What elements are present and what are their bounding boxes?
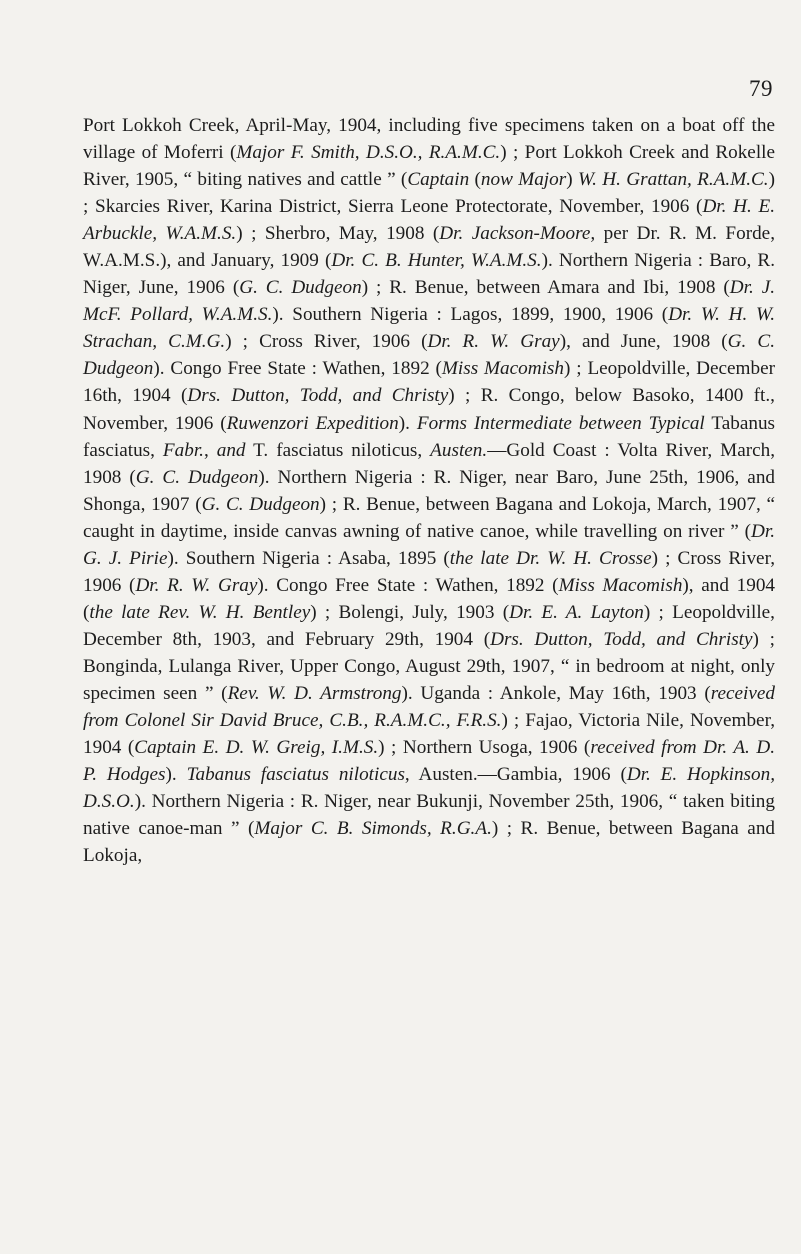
text-run: ) ; Port Lokkoh Creek and Rokelle River, 1905, “ biting natives and cattle ” ( — [83, 142, 776, 191]
italic-text-run: Captain E. D. W. Greig, I.M.S. — [134, 737, 379, 759]
body-text — [83, 112, 775, 869]
italic-text-run: Forms Intermediate between Typical — [416, 412, 705, 434]
italic-text-run: G. C. Dudgeon — [239, 277, 362, 299]
text-run: ) ; Skarcies River, Karina District, Sierra Leone Protectorate, November, 1906 ( — [83, 169, 775, 218]
italic-text-run: Major F. Smith, D.S.O., R.A.M.C. — [236, 142, 501, 164]
text-run: ) ; R. Congo, below Basoko, 1400 ft., November, 1906 ( — [83, 385, 775, 434]
italic-text-run: the late Dr. W. H. Crosse — [449, 547, 652, 569]
text-run: ). Southern Nigeria : Asaba, 1895 ( — [167, 547, 450, 569]
text-run: ). Northern Nigeria : Baro, R. Niger, June, 1906 ( — [83, 250, 776, 299]
text-run: —Gold Coast : Volta River, March, 1908 ( — [83, 439, 776, 488]
italic-text-run: G. C. Dudgeon — [83, 331, 776, 380]
italic-text-run: now Major — [480, 169, 567, 191]
italic-text-run: received from Dr. A. D. P. Hodges — [83, 737, 776, 786]
text-run: ) ; R. Benue, between Bagana and Lokoja, March, 1907, “ caught in daytime, inside canvas awning of native canoe, while travelling on river ” ( — [83, 493, 775, 542]
italic-text-run: Rev. W. D. Armstrong — [227, 682, 402, 704]
text-run: ) ; R. Benue, between Amara and Ibi, 1908 ( — [361, 277, 730, 299]
italic-text-run: W. H. Grattan, R.A.M.C. — [577, 169, 769, 191]
italic-text-run: and — [216, 439, 246, 461]
text-run: ). Southern Nigeria : Lagos, 1899, 1900, 1906 ( — [272, 304, 669, 326]
italic-text-run: Drs. Dutton, Todd, and Christy — [490, 628, 753, 650]
italic-text-run: the late Rev. W. H. Bentley — [89, 601, 311, 623]
text-run: per Dr. R. M. Forde, W.A.M.S.), and January, 1909 ( — [83, 223, 775, 272]
text-run: , Austen.—Gambia, 1906 ( — [404, 764, 627, 786]
italic-text-run: Austen. — [430, 439, 488, 461]
italic-text-run: G. C. Dudgeon — [201, 493, 320, 515]
italic-text-run: Fabr. — [162, 439, 204, 461]
text-run: ), and 1904 ( — [83, 574, 776, 623]
text-run: , — [203, 439, 217, 461]
italic-text-run: Tabanus fasciatus niloticus — [186, 764, 405, 786]
text-run: ) ; Sherbro, May, 1908 ( — [236, 223, 440, 245]
text-run: ( — [469, 169, 481, 191]
text-run: ) ; Cross River, 1906 ( — [83, 547, 775, 596]
italic-text-run: Dr. W. H. W. Strachan, C.M.G. — [83, 304, 775, 353]
text-run: ) ; Leopoldville, December 8th, 1903, and February 29th, 1904 ( — [83, 601, 775, 650]
text-run: ) ; Bolengi, July, 1903 ( — [310, 601, 510, 623]
italic-text-run: Dr. E. A. Layton — [509, 601, 644, 623]
italic-text-run: Dr. G. J. Pirie — [83, 520, 775, 569]
text-run: ) ; Leopoldville, December 16th, 1904 ( — [83, 358, 775, 407]
italic-text-run: received from Colonel Sir David Bruce, C.B., R.A.M.C., F.R.S. — [83, 682, 775, 732]
italic-text-run: Dr. R. W. Gray — [135, 574, 258, 596]
text-run: ). Uganda : Ankole, May 16th, 1903 ( — [401, 682, 711, 704]
text-run: ) ; Fajao, Victoria Nile, November, 1904 ( — [83, 710, 775, 759]
text-run: ). Northern Nigeria : R. Niger, near Bukunji, November 25th, 1906, “ taken biting native canoe-man ” ( — [83, 791, 775, 840]
italic-text-run: Captain — [407, 169, 470, 191]
italic-text-run: G. C. Dudgeon — [135, 466, 259, 488]
italic-text-run: Dr. C. B. Hunter, W.A.M.S. — [331, 250, 542, 272]
text-run: ). Congo Free State : Wathen, 1892 ( — [153, 358, 442, 380]
italic-text-run: Dr. Jackson-Moore, — [439, 223, 596, 245]
text-run: ). Northern Nigeria : R. Niger, near Baro, June 25th, 1906, and Shonga, 1907 ( — [83, 466, 776, 515]
text-run: ), and June, 1908 ( — [559, 331, 728, 353]
text-run: ) ; Northern Usoga, 1906 ( — [378, 737, 591, 759]
text-run: ). — [398, 412, 417, 434]
text-run: T. fasciatus niloticus, — [245, 439, 431, 461]
italic-text-run: Major C. B. Simonds, R.G.A. — [254, 818, 492, 840]
text-run: ) — [566, 169, 578, 191]
italic-text-run: Miss Macomish — [558, 574, 683, 596]
text-run: Port Lokkoh Creek, April-May, 1904, including five specimens taken on a boat off the village of Moferri ( — [83, 115, 775, 164]
page-number: 79 — [749, 76, 773, 101]
italic-text-run: Dr. J. McF. Pollard, W.A.M.S. — [83, 277, 776, 326]
italic-text-run: Dr. R. W. Gray — [427, 331, 560, 353]
text-run: ). Congo Free State : Wathen, 1892 ( — [257, 574, 559, 596]
italic-text-run: Drs. Dutton, Todd, and Christy — [187, 385, 449, 407]
text-run: ) ; Cross River, 1906 ( — [225, 331, 428, 353]
text-run: ) ; Bonginda, Lulanga River, Upper Congo, August 29th, 1907, “ in bedroom at night, only specimen seen ” ( — [83, 628, 775, 704]
italic-text-run: Dr. H. E. Arbuckle, W.A.M.S. — [83, 196, 775, 245]
italic-text-run: Dr. E. Hopkinson, D.S.O. — [83, 764, 775, 813]
paragraph — [83, 112, 775, 869]
italic-text-run: Miss Macomish — [441, 358, 564, 380]
text-run: ) ; R. Benue, between Bagana and Lokoja, — [83, 818, 776, 867]
italic-text-run: Ruwenzori Expedition — [226, 412, 399, 434]
text-run: ). — [165, 764, 187, 786]
text-run: Tabanus fasciatus, — [83, 412, 775, 461]
